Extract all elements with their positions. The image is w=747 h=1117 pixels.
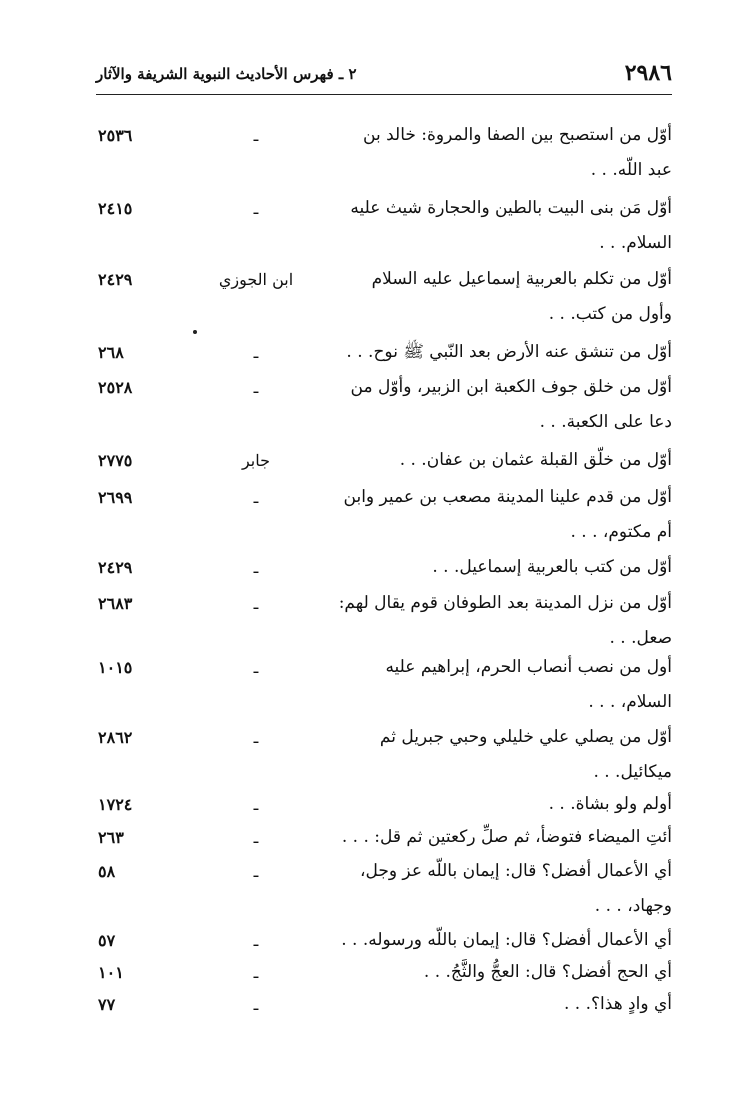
narrator: ـ: [253, 931, 259, 950]
narrator: ـ: [253, 199, 259, 218]
page-number: ٢٩٨٦: [624, 60, 672, 86]
narrator: ـ: [253, 862, 259, 881]
hadith-number: ٢٦٨٣: [98, 594, 133, 613]
hadith-text: أي الأعمال أفضل؟ قال: إيمان باللّه عز وجل، وجهاد، . . .: [359, 861, 672, 916]
hadith-text: أول من نصب أنصاب الحرم، إبراهيم عليه السلام، . . .: [385, 657, 672, 712]
narrator: ـ: [253, 795, 259, 814]
hadith-number: ٥٨: [98, 862, 116, 881]
narrator: ـ: [253, 658, 259, 677]
narrator: ـ: [253, 828, 259, 847]
hadith-text: أوّل من خلق جوف الكعبة ابن الزبير، وأوّل من دعا على الكعبة. . .: [350, 377, 672, 432]
narrator: ـ: [253, 995, 259, 1014]
hadith-number: ٢٥٢٨: [98, 378, 133, 397]
hadith-text: أوّل من كتب بالعربية إسماعيل. . .: [432, 557, 672, 577]
hadith-text: أولم ولو بشاة. . .: [548, 794, 672, 814]
hadith-number: ٢٨٦٢: [98, 728, 133, 747]
hadith-text: أي وادٍ هذا؟. . .: [564, 994, 672, 1014]
hadith-text: أئتِ الميضاء فتوضأ، ثم صلِّ ركعتين ثم قل: . . .: [341, 827, 672, 847]
narrator: ـ: [253, 126, 259, 145]
hadith-number: ٢٤١٥: [98, 199, 133, 218]
hadith-number: ١٠١٥: [98, 658, 133, 677]
hadith-text: أي الأعمال أفضل؟ قال: إيمان باللّه ورسوله. . .: [341, 930, 672, 950]
hadith-number: ١٧٢٤: [98, 795, 133, 814]
narrator: ـ: [253, 343, 259, 362]
hadith-number: ٢٥٣٦: [98, 126, 133, 145]
hadith-number: ٥٧: [98, 931, 116, 950]
hadith-text: أوّل من خلّق القبلة عثمان بن عفان. . .: [399, 450, 672, 470]
hadith-number: ٢٤٢٩: [98, 558, 133, 577]
hadith-text: أوّل من قدم علينا المدينة مصعب بن عمير وابن أم مكتوم، . . .: [343, 487, 672, 542]
narrator: ـ: [253, 488, 259, 507]
hadith-number: ٢٦٨: [98, 343, 124, 362]
hadith-text: أي الحج أفضل؟ قال: العجُّ والثَّجُ. . .: [423, 962, 672, 982]
hadith-text: أوّل من تكلم بالعربية إسماعيل عليه السلام وأول من كتب. . .: [371, 269, 672, 324]
hadith-text: أوّل من استصبح بين الصفا والمروة: خالد بن عبد اللّه. . .: [363, 125, 672, 180]
narrator: ـ: [253, 558, 259, 577]
narrator: ـ: [253, 728, 259, 747]
hadith-number: ٢٦٣: [98, 828, 124, 847]
hadith-text: أوّل من يصلي علي خليلي وحبي جبريل ثم ميكائيل. . .: [379, 727, 672, 782]
running-title: ٢ ـ فهرس الأحاديث النبوية الشريفة والآثار: [96, 65, 357, 83]
hadith-number: ٢٦٩٩: [98, 488, 133, 507]
print-speck: [193, 330, 197, 334]
hadith-number: ٢٧٧٥: [98, 451, 133, 470]
narrator: ـ: [253, 963, 259, 982]
narrator: جابر: [241, 451, 271, 470]
hadith-text: أوّل مَن بنى البيت بالطين والحجارة شيث عليه السلام. . .: [350, 198, 672, 253]
hadith-text: أوّل من تنشق عنه الأرض بعد النّبي ﷺ نوح. . .: [346, 342, 672, 362]
hadith-index-list: [96, 0, 672, 1117]
hadith-number: ٢٤٢٩: [98, 270, 133, 289]
narrator: ـ: [253, 594, 259, 613]
hadith-number: ٧٧: [98, 995, 116, 1014]
narrator: ـ: [253, 378, 259, 397]
hadith-text: أوّل من نزل المدينة بعد الطوفان قوم يقال لهم: صعل. . .: [338, 593, 672, 648]
narrator: ابن الجوزي: [218, 270, 294, 289]
hadith-number: ١٠١: [98, 963, 124, 982]
